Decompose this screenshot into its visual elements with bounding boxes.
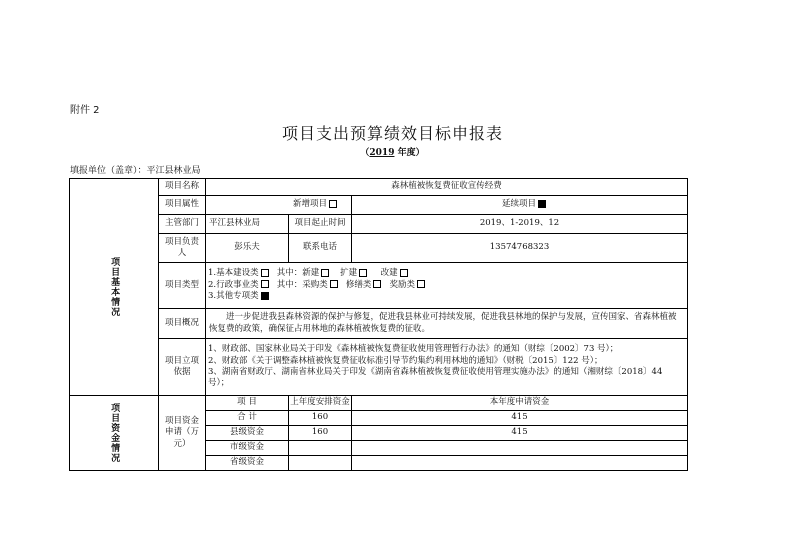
basis-label: 项目立项依据 xyxy=(159,339,206,396)
dept-label: 主管部门 xyxy=(159,215,206,234)
overview-label: 项目概况 xyxy=(159,309,206,339)
funds-curr xyxy=(352,456,688,471)
page-title: 项目支出预算绩效目标申报表 xyxy=(281,124,503,143)
attr-cont-label: 延续项目 xyxy=(502,199,537,210)
row-owner-phone xyxy=(70,234,688,263)
attr-new-label: 新增项目 xyxy=(292,199,327,210)
type-expand-label: 扩建 xyxy=(340,268,358,279)
overview-text: 进一步促进我县森林资源的保护与修复，促进我县林业可持续发展，促进我县林地的保护与发展，宣传国家、省森林植被恢复费的政策，确保征占用林地的森林植被恢复费的征收。 xyxy=(206,309,688,339)
funds-item: 市级资金 xyxy=(206,441,289,456)
type-repair-checkbox[interactable] xyxy=(373,280,381,288)
funds-prev xyxy=(289,441,352,456)
row-project-name xyxy=(70,179,688,196)
type-purchase-checkbox[interactable] xyxy=(330,280,338,288)
phone-label: 联系电话 xyxy=(289,234,352,263)
owner-label: 项目负责人 xyxy=(159,234,206,263)
section-funds xyxy=(70,396,159,471)
section-funds-label: 项目资金情况 xyxy=(109,403,120,463)
period-label: 项目起止时间 xyxy=(289,215,352,234)
basis-item: 1、财政部、国家林业局关于印发《森林植被恢复费征收使用管理暂行办法》的通知（财综〔2002〕73 号）； xyxy=(208,344,619,355)
period-value: 2019、1-2019、12 xyxy=(352,215,688,234)
type-line-1 xyxy=(208,268,684,279)
funds-prev xyxy=(289,456,352,471)
unit-label: 填报单位（盖章）： xyxy=(70,166,147,176)
type-other-checkbox[interactable] xyxy=(261,292,269,300)
type-rebuild-checkbox[interactable] xyxy=(400,269,408,277)
row-project-attr xyxy=(70,196,688,215)
type-admin-label: 2.行政事业类 xyxy=(208,279,259,290)
row-basis xyxy=(70,339,688,396)
year-suffix: 年度） xyxy=(394,148,425,158)
unit-value: 平江县林业局 xyxy=(146,166,201,176)
phone-value: 13574768323 xyxy=(352,234,688,263)
funds-item: 省级资金 xyxy=(206,456,289,471)
reporting-unit xyxy=(70,163,201,176)
funds-header-curr: 本年度申请资金 xyxy=(352,396,688,411)
funds-header-item: 项 目 xyxy=(206,396,289,411)
year-number: 2019 xyxy=(369,148,395,158)
row-project-type xyxy=(70,263,688,309)
type-basic-checkbox[interactable] xyxy=(261,269,269,277)
type-expand-checkbox[interactable] xyxy=(359,269,367,277)
attachment-label: 附件 2 xyxy=(70,105,100,116)
type-rebuild-label: 改建 xyxy=(380,268,398,279)
type-line-3 xyxy=(208,291,684,302)
name-value: 森林植被恢复费征收宣传经费 xyxy=(206,179,688,196)
section-basic-label: 项目基本情况 xyxy=(109,257,120,317)
type-award-label: 奖励类 xyxy=(389,279,415,290)
attr-cont-checkbox[interactable] xyxy=(538,200,546,208)
year-open: （ xyxy=(360,148,370,158)
row-dept-period xyxy=(70,215,688,234)
name-label: 项目名称 xyxy=(159,179,206,196)
row-overview xyxy=(70,309,688,339)
owner-value: 彭乐夫 xyxy=(206,234,289,263)
type-purchase-label: 其中：采购类 xyxy=(276,279,328,290)
type-new-checkbox[interactable] xyxy=(321,269,329,277)
funds-header-row xyxy=(70,396,688,411)
fiscal-year xyxy=(0,145,785,158)
funds-prev: 160 xyxy=(289,426,352,441)
type-repair-label: 修缮类 xyxy=(345,279,372,290)
type-options xyxy=(206,263,688,309)
funds-item: 合 计 xyxy=(206,411,289,426)
budget-form-table xyxy=(69,178,688,471)
basis-item: 2、财政部《关于调整森林植被恢复费征收标准引导节约集约利用林地的通知》（财税〔2015〕122 号）； xyxy=(208,355,603,366)
dept-value: 平江县林业局 xyxy=(206,215,289,234)
attr-label: 项目属性 xyxy=(159,196,206,215)
funds-curr xyxy=(352,441,688,456)
type-label: 项目类型 xyxy=(159,263,206,309)
funds-label: 项目资金申请（万元） xyxy=(159,396,206,471)
basis-item: 3、湖南省财政厅、湖南省林业局关于印发《湖南省森林植被恢复费征收使用管理实施办法》的通知（湘财综〔2018〕44 号）； xyxy=(208,367,663,389)
type-admin-checkbox[interactable] xyxy=(261,280,269,288)
attr-new-cell xyxy=(206,196,352,215)
type-new-label: 其中：新建 xyxy=(276,268,320,279)
type-basic-label: 1.基本建设类 xyxy=(208,268,259,279)
attr-cont-cell xyxy=(352,196,688,215)
funds-header-prev: 上年度安排资金 xyxy=(289,396,352,411)
section-basic xyxy=(70,179,159,396)
funds-prev: 160 xyxy=(289,411,352,426)
type-line-2 xyxy=(208,280,684,291)
type-other-label: 3.其他专项类 xyxy=(208,291,259,302)
type-award-checkbox[interactable] xyxy=(417,280,425,288)
funds-curr: 415 xyxy=(352,426,688,441)
funds-curr: 415 xyxy=(352,411,688,426)
basis-list xyxy=(206,339,688,396)
funds-item: 县级资金 xyxy=(206,426,289,441)
attr-new-checkbox[interactable] xyxy=(329,200,337,208)
